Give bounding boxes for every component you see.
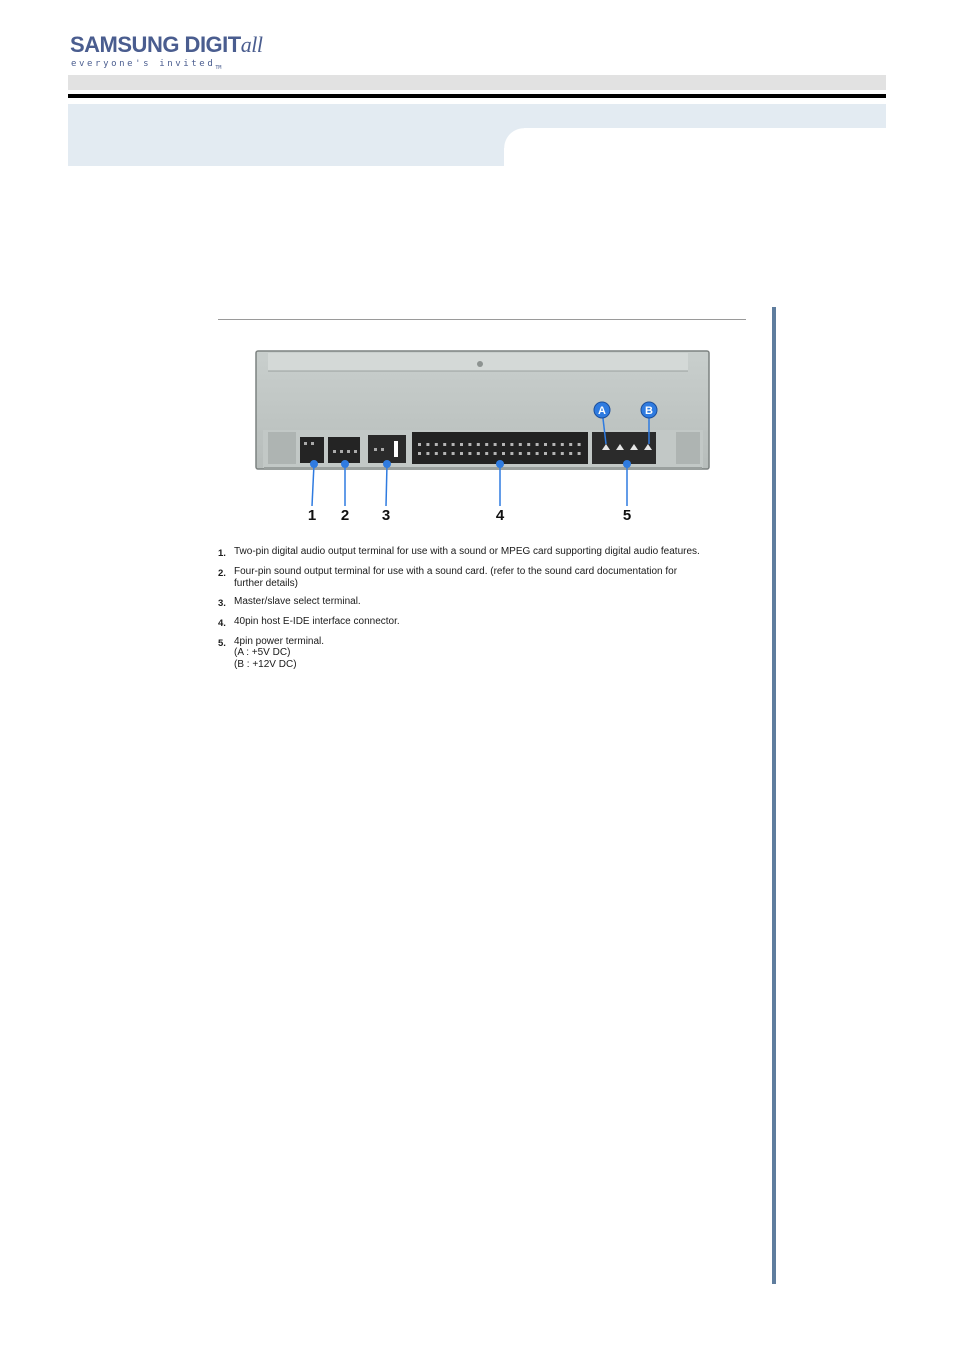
item-number: 5. [218, 637, 226, 649]
item-number: 3. [218, 597, 226, 609]
item-text: Master/slave select terminal. [234, 595, 361, 607]
title-banner [68, 104, 504, 166]
list-item [218, 546, 758, 560]
list-item [218, 616, 758, 630]
item-text: Two-pin digital audio output terminal for use with a sound or MPEG card supporting digital audio features. [234, 546, 700, 557]
list-item [218, 596, 758, 610]
title-banner-tab [504, 104, 886, 128]
connector-digital-audio [300, 437, 324, 463]
callout-1: 1 [307, 507, 317, 524]
item-number: 1. [218, 548, 226, 559]
item-text: 4pin power terminal. (A : +5V DC) (B : +12V DC) [234, 635, 325, 670]
marker-b-label: B [645, 405, 653, 417]
connector-jumper [368, 435, 406, 463]
banner-corner [504, 128, 524, 148]
logo-tagline: everyone's invited$_{TM}$ [71, 59, 222, 71]
item-number: 4. [218, 617, 226, 629]
section-divider [218, 319, 746, 320]
drive-rear-panel-figure [218, 340, 746, 530]
callout-4: 4 [495, 507, 505, 524]
callout-2: 2 [340, 507, 350, 524]
samsung-logo [68, 28, 263, 72]
item-text: Four-pin sound output terminal for use with a sound card. (refer to the sound card documentation for further details) [234, 566, 678, 589]
item-number: 2. [218, 568, 226, 579]
logo-wordmark: SAMSUNG DIGITall [70, 32, 263, 57]
callout-5: 5 [622, 507, 632, 524]
connector-ide [412, 432, 588, 464]
header-rule [68, 94, 886, 98]
marker-a-label: A [598, 405, 606, 417]
header-strip [68, 75, 886, 90]
item-text: 40pin host E-IDE interface connector. [234, 615, 400, 627]
connector-list [218, 546, 758, 677]
list-item [218, 566, 758, 589]
list-item [218, 636, 758, 671]
callout-3: 3 [381, 507, 391, 524]
side-bar [772, 307, 776, 1284]
